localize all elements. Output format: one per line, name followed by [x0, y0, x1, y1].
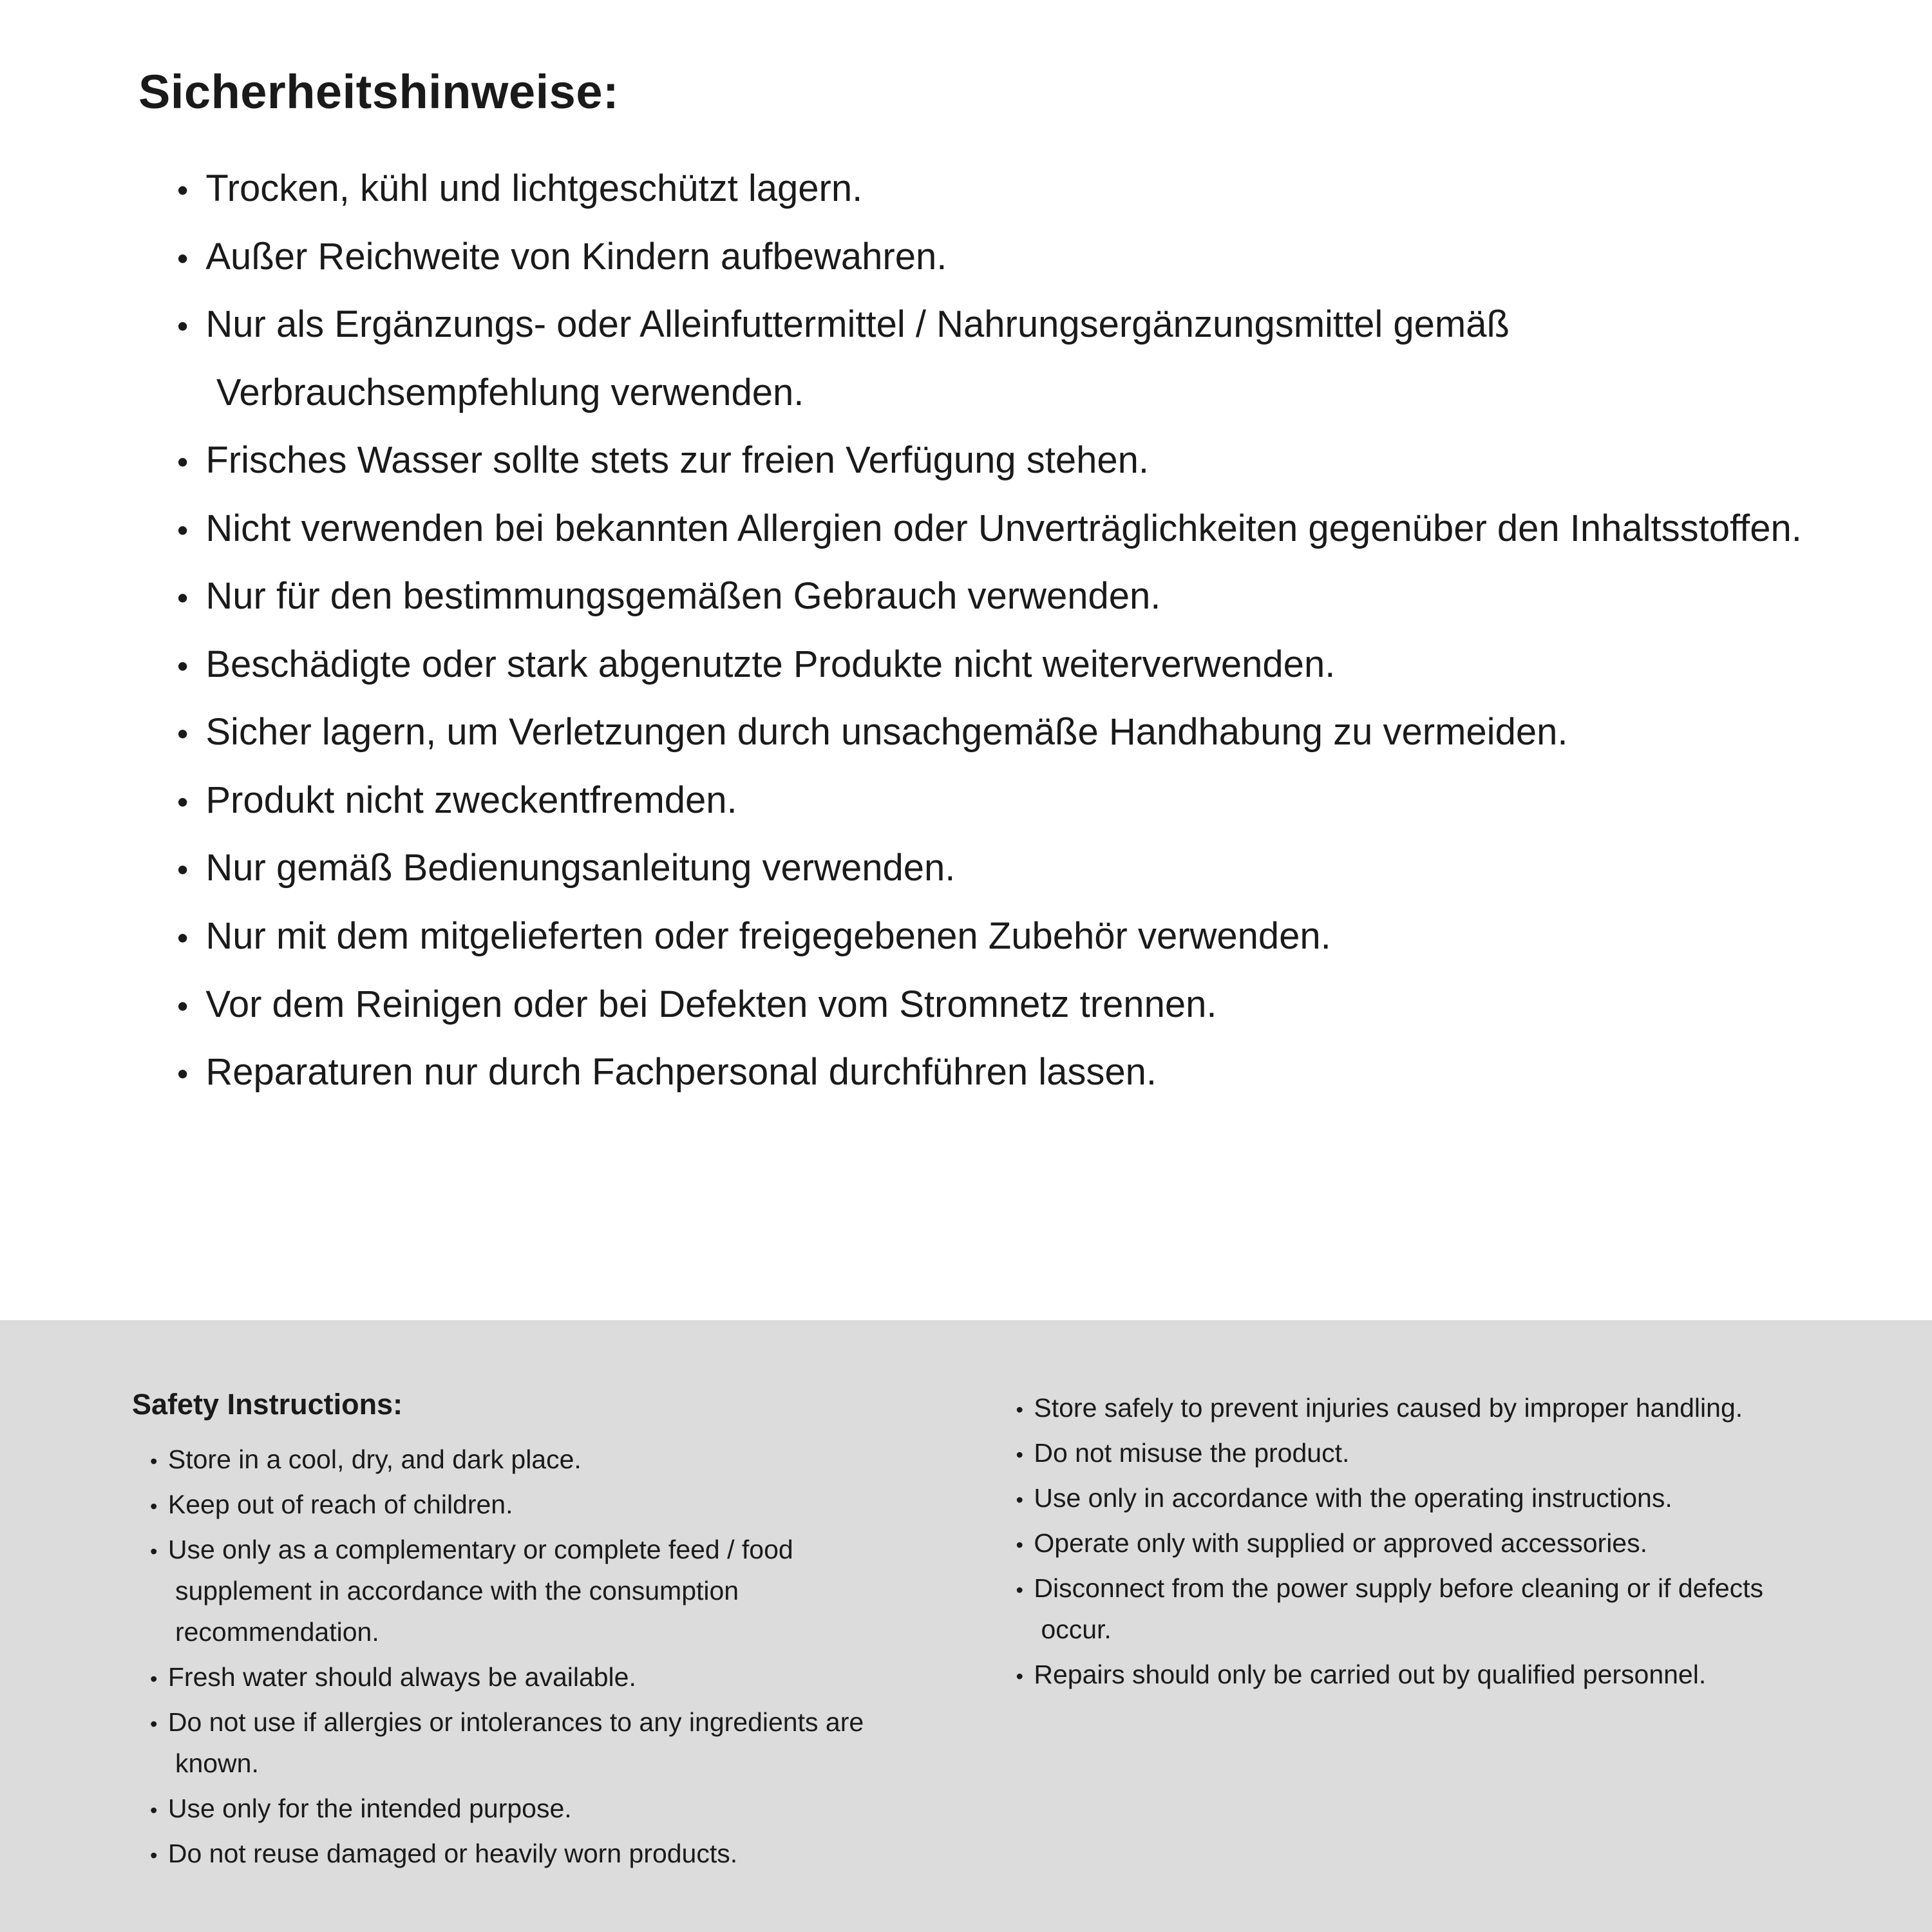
list-item: • Vor dem Reinigen oder bei Defekten vom Stromnetz trennen. [177, 971, 1829, 1039]
english-section-title: Safety Instructions: [132, 1388, 403, 1421]
list-item: • Frisches Wasser sollte stets zur freien Verfügung stehen. [177, 426, 1829, 495]
list-item: • Nur für den bestimmungsgemäßen Gebrauch verwenden. [177, 562, 1829, 630]
list-item: • Reparaturen nur durch Fachpersonal durchführen lassen. [177, 1038, 1829, 1106]
list-item: • Fresh water should always be available. [150, 1657, 926, 1698]
list-item: • Do not use if allergies or intolerances to any ingredients are known. [150, 1702, 926, 1785]
list-item: • Disconnect from the power supply before cleaning or if defects occur. [1016, 1568, 1810, 1651]
list-item: • Nicht verwenden bei bekannten Allergien oder Unverträglichkeiten gegenüber den Inhaltsstoffen. [177, 495, 1829, 563]
english-right-column [1016, 1388, 1810, 1932]
list-item: • Nur gemäß Bedienungsanleitung verwenden. [177, 834, 1829, 902]
german-section-title: Sicherheitshinweise: [138, 65, 620, 118]
english-instructions-list-left [132, 1439, 926, 1875]
list-item: • Use only as a complementary or complete feed / food supplement in accordance with the consumption recommendation. [150, 1530, 926, 1653]
list-item: • Do not reuse damaged or heavily worn products. [150, 1833, 926, 1875]
list-item: • Store safely to prevent injuries caused by improper handling. [1016, 1388, 1810, 1429]
english-instructions-list-right [1016, 1388, 1810, 1696]
list-item: • Operate only with supplied or approved accessories. [1016, 1523, 1810, 1564]
list-item: • Store in a cool, dry, and dark place. [150, 1439, 926, 1481]
list-item: • Use only in accordance with the operating instructions. [1016, 1478, 1810, 1519]
list-item: • Nur mit dem mitgelieferten oder freigegebenen Zubehör verwenden. [177, 902, 1829, 971]
list-item: • Produkt nicht zweckentfremden. [177, 766, 1829, 835]
list-item: • Do not misuse the product. [1016, 1433, 1810, 1474]
list-item: • Außer Reichweite von Kindern aufbewahren. [177, 223, 1829, 291]
german-instructions-list [138, 155, 1829, 1106]
list-item: • Use only for the intended purpose. [150, 1788, 926, 1830]
list-item: • Trocken, kühl und lichtgeschützt lagern. [177, 155, 1829, 223]
list-item: • Keep out of reach of children. [150, 1484, 926, 1526]
english-section [0, 1320, 1932, 1932]
list-item: • Sicher lagern, um Verletzungen durch unsachgemäße Handhabung zu vermeiden. [177, 698, 1829, 766]
list-item: • Repairs should only be carried out by qualified personnel. [1016, 1654, 1810, 1696]
english-left-column [132, 1388, 926, 1932]
list-item: • Beschädigte oder stark abgenutzte Produkte nicht weiterverwenden. [177, 630, 1829, 699]
list-item: • Nur als Ergänzungs- oder Alleinfuttermittel / Nahrungsergänzungsmittel gemäß Verbrauchsempfehlung verwenden. [177, 290, 1829, 426]
